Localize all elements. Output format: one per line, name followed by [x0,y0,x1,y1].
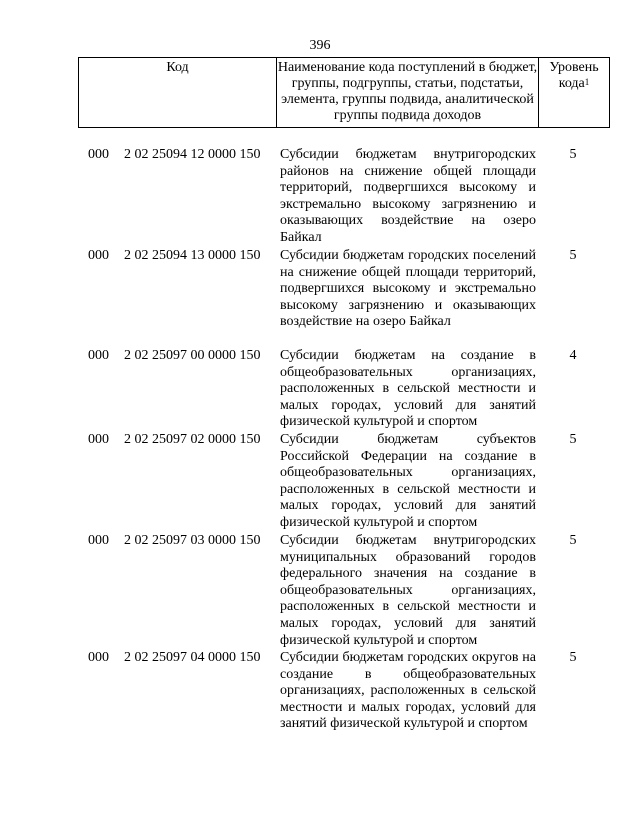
header-level [539,58,609,127]
revenue-code: 2 02 25097 04 0000 150 [124,650,261,665]
code-level: 5 [569,650,577,665]
admin-code: 000 [88,348,109,363]
revenue-name: Субсидии бюджетам субъектов Российской Федерации на создание в общеобразовательных организациях, расположенных в сельской местности и малых городах, условий для занятий физической культурой и спортом [280,432,536,530]
revenue-code: 2 02 25094 12 0000 150 [124,147,261,162]
code-level: 4 [569,348,577,363]
revenue-code: 2 02 25097 03 0000 150 [124,533,261,548]
header-code: Код [79,58,277,127]
header-level-footnote: 1 [584,77,590,87]
code-level: 5 [569,147,577,162]
revenue-name: Субсидии бюджетам городских округов на создание в общеобразовательных организациях, расположенных в сельской местности и малых городах, условий для занятий физической культурой и спортом [280,650,536,732]
admin-code: 000 [88,650,109,665]
revenue-name: Субсидии бюджетам городских поселений на снижение общей площади территорий, подвергшихся высокому и экстремально высокому загрязнению и оказывающих воздействие на озеро Байкал [280,248,536,330]
revenue-code: 2 02 25097 00 0000 150 [124,348,261,363]
code-level: 5 [569,432,577,447]
revenue-name: Субсидии бюджетам внутригородских районов на снижение общей площади территорий, подвергшихся высокому и экстремально высокому загрязнению и оказывающих воздействие на озеро Байкал [280,147,536,245]
revenue-name: Субсидии бюджетам на создание в общеобразовательных организациях, расположенных в сельской местности и малых городах, условий для занятий физической культурой и спортом [280,348,536,430]
header-level-label: Уровень кода [549,60,599,91]
revenue-name: Субсидии бюджетам внутригородских муниципальных образований городов федерального значения на создание в общеобразовательных организациях, расположенных в сельской местности и малых городах, условий для занятий физической культурой и спортом [280,533,536,648]
admin-code: 000 [88,147,109,162]
code-level: 5 [569,248,577,263]
admin-code: 000 [88,432,109,447]
admin-code: 000 [88,533,109,548]
admin-code: 000 [88,248,109,263]
page-number: 396 [309,38,331,53]
code-level: 5 [569,533,577,548]
table-header [78,57,610,128]
revenue-code: 2 02 25094 13 0000 150 [124,248,261,263]
header-name: Наименование кода поступлений в бюджет, группы, подгруппы, статьи, подстатьи, элемента, группы подвида, аналитической группы подвида доходов [277,58,539,127]
revenue-code: 2 02 25097 02 0000 150 [124,432,261,447]
